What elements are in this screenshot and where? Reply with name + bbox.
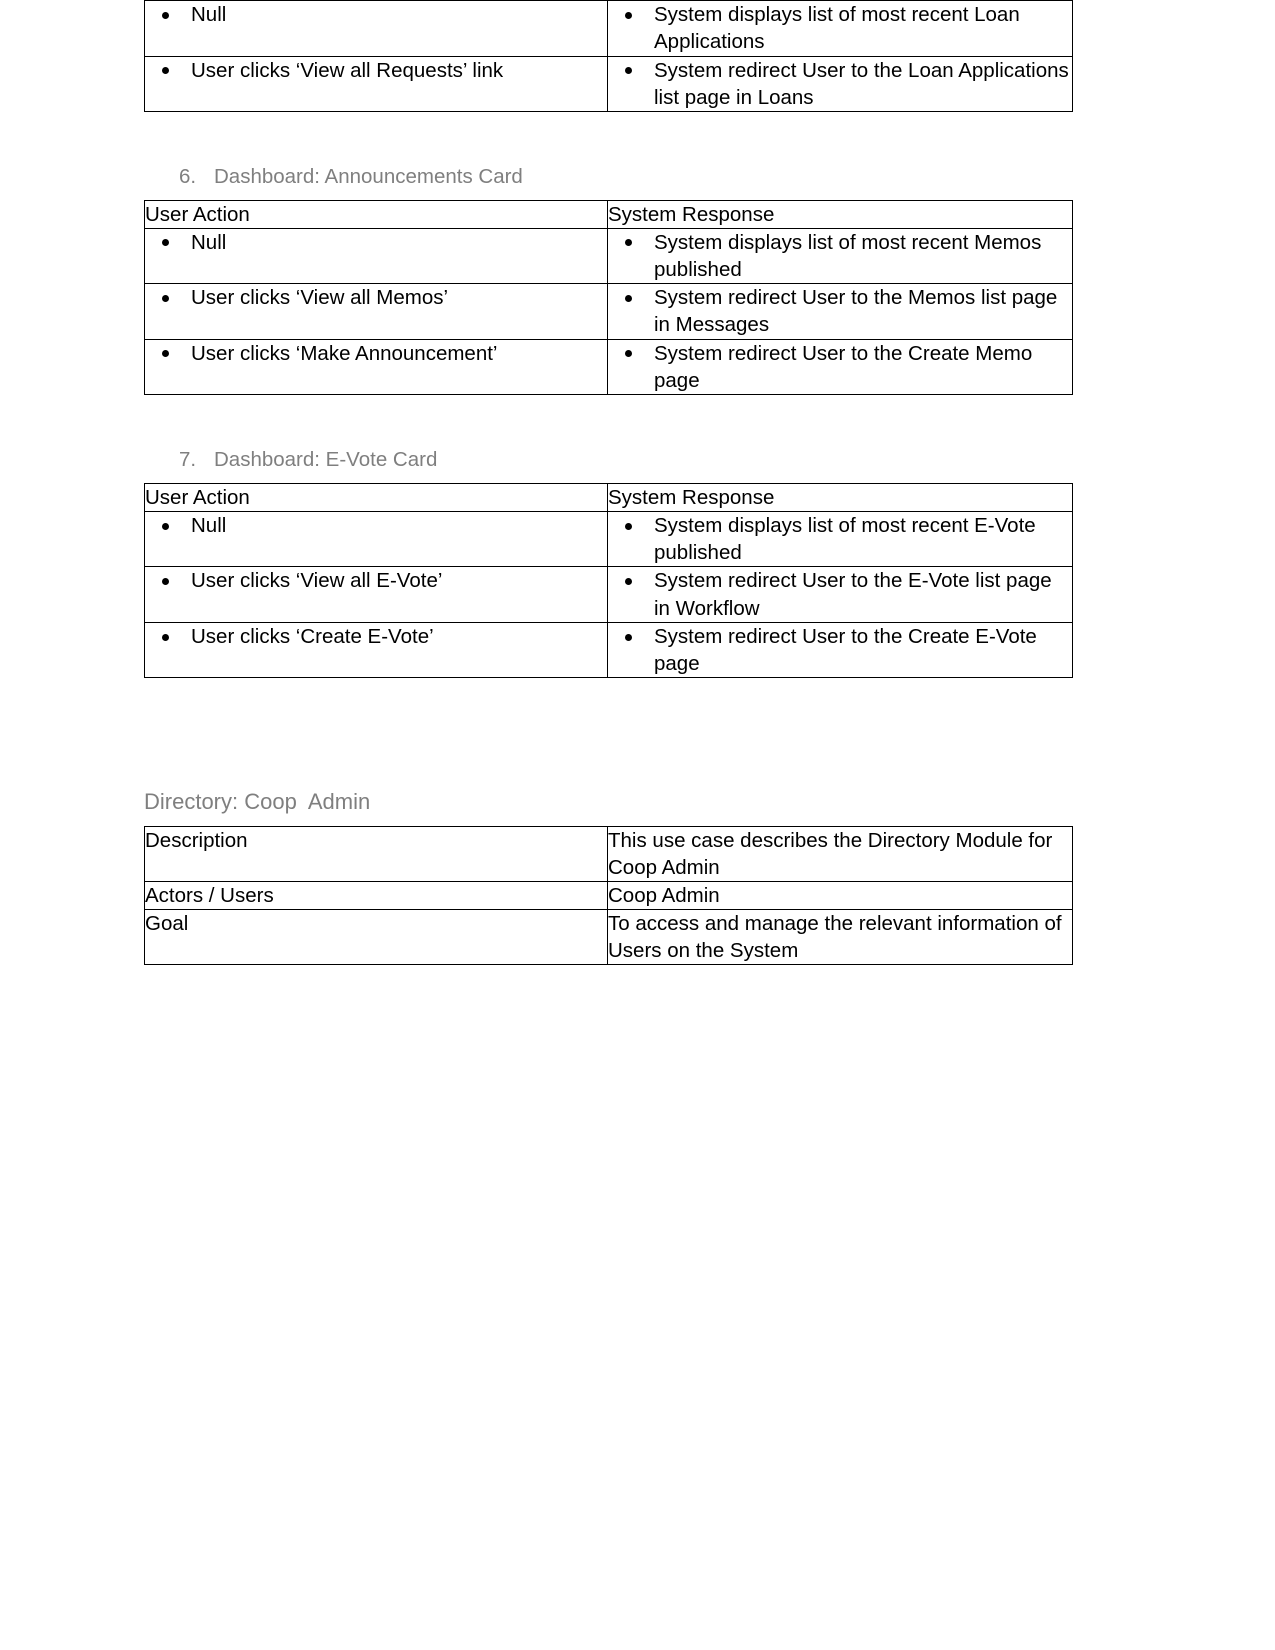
row-value-goal: To access and manage the relevant information of Users on the System bbox=[608, 909, 1073, 964]
table-row bbox=[145, 881, 1073, 909]
system-response-cell bbox=[608, 511, 1073, 567]
directory-heading: Directory: Coop Admin bbox=[144, 789, 371, 815]
section-7-number: 7. bbox=[179, 448, 197, 472]
system-response-cell bbox=[608, 339, 1073, 395]
system-response-cell bbox=[608, 622, 1073, 678]
system-response-cell bbox=[608, 284, 1073, 340]
table-row bbox=[145, 228, 1073, 284]
list-item bbox=[654, 623, 1072, 678]
list-item-text: Null bbox=[191, 230, 227, 254]
system-response-cell bbox=[608, 567, 1073, 623]
table-row bbox=[145, 56, 1073, 112]
bullet-icon bbox=[625, 239, 632, 246]
bullet-icon bbox=[625, 578, 632, 585]
table-row bbox=[145, 909, 1073, 964]
list-item bbox=[654, 284, 1072, 339]
spacer bbox=[144, 816, 1072, 826]
list-item-text: System redirect User to the Loan Applications list page in Loans bbox=[654, 58, 1069, 109]
list-item-text: System redirect User to the E-Vote list page in Workflow bbox=[654, 569, 1052, 620]
list-item-text: User clicks ‘Create E-Vote’ bbox=[191, 624, 434, 648]
column-header-system-response: System Response bbox=[608, 483, 1073, 511]
list-item bbox=[191, 567, 607, 594]
table-row bbox=[145, 622, 1073, 678]
list-item-text: System displays list of most recent Memos published bbox=[654, 230, 1042, 281]
evote-card-table bbox=[144, 483, 1073, 679]
user-action-cell bbox=[145, 284, 608, 340]
bullet-icon bbox=[625, 523, 632, 530]
loan-card-table bbox=[144, 0, 1073, 112]
section-6-title: Dashboard: Announcements Card bbox=[214, 165, 523, 188]
row-value-description: This use case describes the Directory Module for Coop Admin bbox=[608, 826, 1073, 881]
table-row bbox=[145, 1, 1073, 57]
section-7-title: Dashboard: E-Vote Card bbox=[214, 448, 438, 472]
spacer bbox=[144, 473, 1072, 483]
bullet-icon bbox=[625, 350, 632, 357]
announcements-card-table bbox=[144, 200, 1073, 396]
list-item bbox=[191, 229, 607, 256]
section-6-number: 6. bbox=[179, 165, 197, 188]
bullet-icon bbox=[162, 578, 169, 585]
system-response-cell bbox=[608, 1, 1073, 57]
list-item-text: System displays list of most recent E-Vote published bbox=[654, 513, 1036, 565]
list-item bbox=[191, 1, 607, 28]
list-item-text: Null bbox=[191, 3, 227, 26]
user-action-cell bbox=[145, 622, 608, 678]
list-item bbox=[654, 567, 1072, 622]
list-item bbox=[191, 340, 607, 367]
list-item-text: System redirect User to the Create Memo page bbox=[654, 341, 1033, 392]
row-label-actors: Actors / Users bbox=[145, 881, 608, 909]
user-action-cell bbox=[145, 511, 608, 567]
bullet-icon bbox=[162, 67, 169, 74]
bullet-icon bbox=[625, 67, 632, 74]
bullet-icon bbox=[162, 239, 169, 246]
table-header-row bbox=[145, 200, 1073, 228]
list-item bbox=[654, 57, 1072, 112]
table-row bbox=[145, 826, 1073, 881]
row-value-actors: Coop Admin bbox=[608, 881, 1073, 909]
bullet-icon bbox=[162, 634, 169, 641]
row-label-goal: Goal bbox=[145, 909, 608, 964]
list-item-text: User clicks ‘View all E-Vote’ bbox=[191, 569, 443, 593]
section-6-heading bbox=[144, 164, 1072, 190]
spacer bbox=[144, 112, 1072, 164]
bullet-icon bbox=[162, 350, 169, 357]
spacer bbox=[144, 190, 1072, 200]
list-item-text: Null bbox=[191, 513, 227, 537]
page-content bbox=[144, 0, 1072, 965]
bullet-icon bbox=[625, 295, 632, 302]
list-item bbox=[654, 1, 1072, 56]
table-row bbox=[145, 567, 1073, 623]
table-row bbox=[145, 284, 1073, 340]
list-item bbox=[654, 340, 1072, 395]
list-item-text: User clicks ‘Make Announcement’ bbox=[191, 341, 498, 365]
section-7-heading bbox=[144, 447, 1072, 473]
list-item bbox=[191, 623, 607, 650]
bullet-icon bbox=[162, 523, 169, 530]
column-header-user-action: User Action bbox=[145, 200, 608, 228]
user-action-cell bbox=[145, 339, 608, 395]
bullet-icon bbox=[162, 295, 169, 302]
table-header-row bbox=[145, 483, 1073, 511]
list-item-text: User clicks ‘View all Memos’ bbox=[191, 286, 449, 310]
list-item bbox=[654, 512, 1072, 567]
table-row bbox=[145, 339, 1073, 395]
bullet-icon bbox=[625, 12, 632, 19]
list-item bbox=[191, 284, 607, 311]
list-item bbox=[191, 512, 607, 539]
list-item bbox=[191, 57, 607, 84]
row-label-description: Description bbox=[145, 826, 608, 881]
system-response-cell bbox=[608, 228, 1073, 284]
bullet-icon bbox=[625, 634, 632, 641]
directory-overview-table bbox=[144, 826, 1073, 965]
user-action-cell bbox=[145, 567, 608, 623]
column-header-system-response: System Response bbox=[608, 200, 1073, 228]
list-item bbox=[654, 229, 1072, 284]
list-item-text: System displays list of most recent Loan Applications bbox=[654, 3, 1020, 54]
list-item-text: System redirect User to the Create E-Vote page bbox=[654, 624, 1037, 676]
user-action-cell bbox=[145, 56, 608, 112]
list-item-text: User clicks ‘View all Requests’ link bbox=[191, 58, 504, 82]
system-response-cell bbox=[608, 56, 1073, 112]
user-action-cell bbox=[145, 1, 608, 57]
spacer bbox=[144, 678, 1072, 788]
user-action-cell bbox=[145, 228, 608, 284]
list-item-text: System redirect User to the Memos list page in Messages bbox=[654, 286, 1058, 337]
spacer bbox=[144, 395, 1072, 447]
column-header-user-action: User Action bbox=[145, 483, 608, 511]
bullet-icon bbox=[162, 12, 169, 19]
table-row bbox=[145, 511, 1073, 567]
